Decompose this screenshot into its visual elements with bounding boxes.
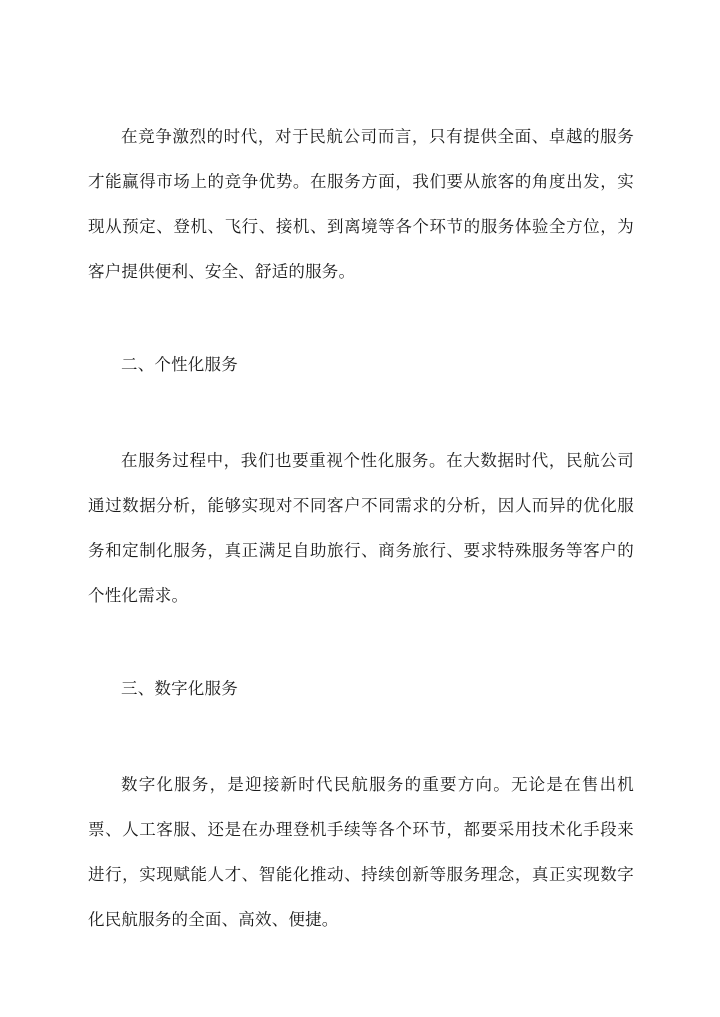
section-paragraph-personalized-service: 在服务过程中，我们也要重视个性化服务。在大数据时代，民航公司通过数据分析，能够实现对不同客户不同需求的分析，因人而异的优化服务和定制化服务，真正满足自助旅行、商务旅行、要求特殊服务等客户的个性化需求。 bbox=[88, 451, 634, 605]
section-heading-digital-service: 三、数字化服务 bbox=[121, 679, 238, 698]
section-paragraph-digital-service: 数字化服务，是迎接新时代民航服务的重要方向。无论是在售出机票、人工客服、还是在办理登机手续等各个环节，都要采用技术化手段来进行，实现赋能人才、智能化推动、持续创新等服务理念，真正实现数字化民航服务的全面、高效、便捷。 bbox=[88, 775, 634, 929]
section-heading-personalized-service: 二、个性化服务 bbox=[121, 355, 238, 374]
intro-paragraph: 在竞争激烈的时代，对于民航公司而言，只有提供全面、卓越的服务才能赢得市场上的竞争优势。在服务方面，我们要从旅客的角度出发，实现从预定、登机、飞行、接机、到离境等各个环节的服务体验全方位，为客户提供便利、安全、舒适的服务。 bbox=[88, 127, 634, 281]
